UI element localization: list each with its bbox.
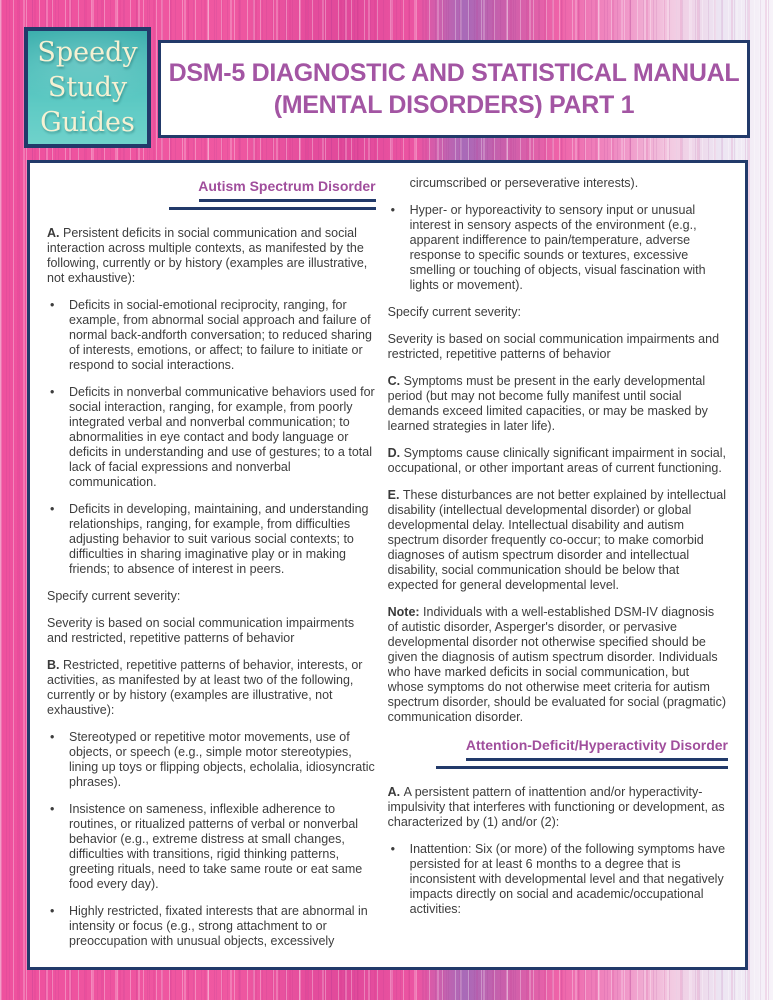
- section-heading: [388, 737, 728, 769]
- logo-line-1: Speedy: [37, 36, 138, 68]
- heading-underline-bottom: [436, 766, 728, 769]
- heading-underline-bottom: [169, 207, 376, 210]
- continuation-line: circumscribed or perseverative interests).: [409, 176, 639, 190]
- page-title-line-2: (MENTAL DISORDERS) PART 1: [273, 91, 635, 119]
- section-heading-text: Autism Spectrum Disorder: [198, 178, 376, 194]
- paragraph-bold-prefix: B.: [47, 658, 63, 672]
- paragraph: Severity is based on social communication impairments and restricted, repetitive patterns of behavior: [47, 616, 355, 645]
- bullet-marker: •: [50, 904, 55, 918]
- paragraph: Note: Individuals with a well-established DSM-IV diagnosis of autistic disorder, Asperger's disorder, or pervasive developmental disorder not otherwise specified should be given the diagnosis of autism spectrum disorder. Individuals who have marked deficits in social communication, but whose symptoms do not otherwise meet criteria for autism spectrum disorder, should be evaluated for social (pragmatic) communication disorder.: [387, 605, 726, 724]
- bullet-text: Insistence on sameness, inflexible adherence to routines, or ritualized patterns of verbal or nonverbal behavior (e.g., extreme distress at small changes, difficulties with transitions, rigid thinking patterns, greeting rituals, need to take same route or eat same food every day).: [69, 802, 363, 891]
- bullet-text: Deficits in developing, maintaining, and understanding relationships, ranging, for example, from difficulties adjusting behavior to suit various social contexts; to difficulties in sharing imaginative play or in making friends; to absence of interest in peers.: [69, 502, 369, 576]
- right-column: [388, 176, 728, 959]
- bullet-item: [388, 842, 728, 917]
- bullet-marker: •: [50, 502, 55, 516]
- paragraph: D. Symptoms cause clinically significant impairment in social, occupational, or other important areas of current functioning.: [387, 446, 726, 475]
- bullet-item: [47, 298, 376, 373]
- bullet-marker: •: [50, 730, 55, 744]
- logo-line-2: Study: [47, 71, 128, 103]
- left-column: [47, 176, 376, 959]
- bullet-marker: •: [390, 203, 396, 217]
- paragraph-bold-prefix: E.: [387, 488, 403, 502]
- bullet-text: Deficits in nonverbal communicative behaviors used for social interaction, ranging, for example, from poorly integrated verbal and nonverbal communication; to abnormalities in eye contact and body language or deficits in understanding and use of gestures; to a total lack of facial expressions and nonverbal communication.: [69, 385, 375, 489]
- paragraph-bold-prefix: C.: [387, 374, 404, 388]
- paragraph: C. Symptoms must be present in the early developmental period (but may not become fully manifest until social demands exceed limited capacities, or may be masked by learned strategies in later life).: [387, 374, 708, 433]
- heading-underline-top: [199, 199, 376, 202]
- logo-line-3: Guides: [40, 107, 135, 139]
- page-title-line-1: DSM-5 DIAGNOSTIC AND STATISTICAL MANUAL: [168, 58, 740, 87]
- heading-underline-top: [466, 758, 728, 761]
- bullet-item: [47, 385, 376, 490]
- bullet-item: [47, 502, 376, 577]
- bullet-marker: •: [50, 385, 55, 399]
- paragraph: A. A persistent pattern of inattention and/or hyperactivity-impulsivity that interferes with functioning or development, as characterized by (1) and/or (2):: [387, 785, 725, 829]
- paragraph-bold-prefix: A.: [47, 226, 63, 240]
- speedy-study-guides-logo: [24, 27, 151, 148]
- paragraph: E. These disturbances are not better explained by intellectual disability (intellectual developmental disorder) or global developmental delay. Intellectual disability and autism spectrum disorder frequently co-occur; to make comorbid diagnoses of autism spectrum disorder and intellectual disability, social communication should be below that expected for general developmental level.: [387, 488, 727, 592]
- paragraph-bold-prefix: D.: [387, 446, 404, 460]
- bullet-text: Hyper- or hyporeactivity to sensory input or unusual interest in sensory aspects of the environment (e.g., apparent indifference to pain/temperature, adverse response to specific sounds or textures, excessive smelling or touching of objects, visual fascination with lights or movement).: [409, 203, 706, 292]
- bullet-text: Stereotyped or repetitive motor movements, use of objects, or speech (e.g., simple motor stereotypies, lining up toys or flipping objects, echolalia, idiosyncratic phrases).: [69, 730, 375, 789]
- title-banner: [158, 40, 750, 138]
- bullet-marker: •: [50, 298, 55, 312]
- bullet-item: [47, 802, 376, 892]
- paragraph: B. Restricted, repetitive patterns of behavior, interests, or activities, as manifested by at least two of the following, currently or by history (examples are illustrative, not exhaustive):: [47, 658, 363, 717]
- bullet-text: Inattention: Six (or more) of the following symptoms have persisted for at least 6 months to a degree that is inconsistent with developmental level and that negatively impacts directly on social and academic/occupational activities:: [409, 842, 726, 916]
- bullet-marker: •: [50, 802, 55, 816]
- bullet-text: Deficits in social-emotional reciprocity, ranging, for example, from abnormal social approach and failure of normal back-andforth conversation; to reduced sharing of interests, emotions, or affect; to failure to initiate or respond to social interactions.: [69, 298, 372, 372]
- section-heading: [47, 178, 376, 210]
- bullet-item: [47, 904, 376, 949]
- content-panel: [27, 160, 748, 970]
- paragraph-bold-prefix: Note:: [387, 605, 424, 619]
- paragraph-bold-prefix: A.: [387, 785, 404, 799]
- paragraph: Severity is based on social communication impairments and restricted, repetitive patterns of behavior: [387, 332, 720, 361]
- bullet-marker: •: [390, 842, 396, 856]
- bullet-item: [47, 730, 376, 790]
- bullet-text: Highly restricted, fixated interests that are abnormal in intensity or focus (e.g., strong attachment to or preoccupation with unusual objects, excessively: [69, 904, 368, 948]
- paragraph: Specify current severity:: [47, 589, 181, 603]
- section-heading-text: Attention-Deficit/Hyperactivity Disorder: [465, 737, 728, 753]
- paragraph: A. Persistent deficits in social communication and social interaction across multiple contexts, as manifested by the following, currently or by history (examples are illustrative, not exhaustive):: [47, 226, 368, 285]
- bullet-item: [388, 203, 728, 293]
- logo-text: [37, 35, 137, 140]
- paragraph: Specify current severity:: [387, 305, 522, 319]
